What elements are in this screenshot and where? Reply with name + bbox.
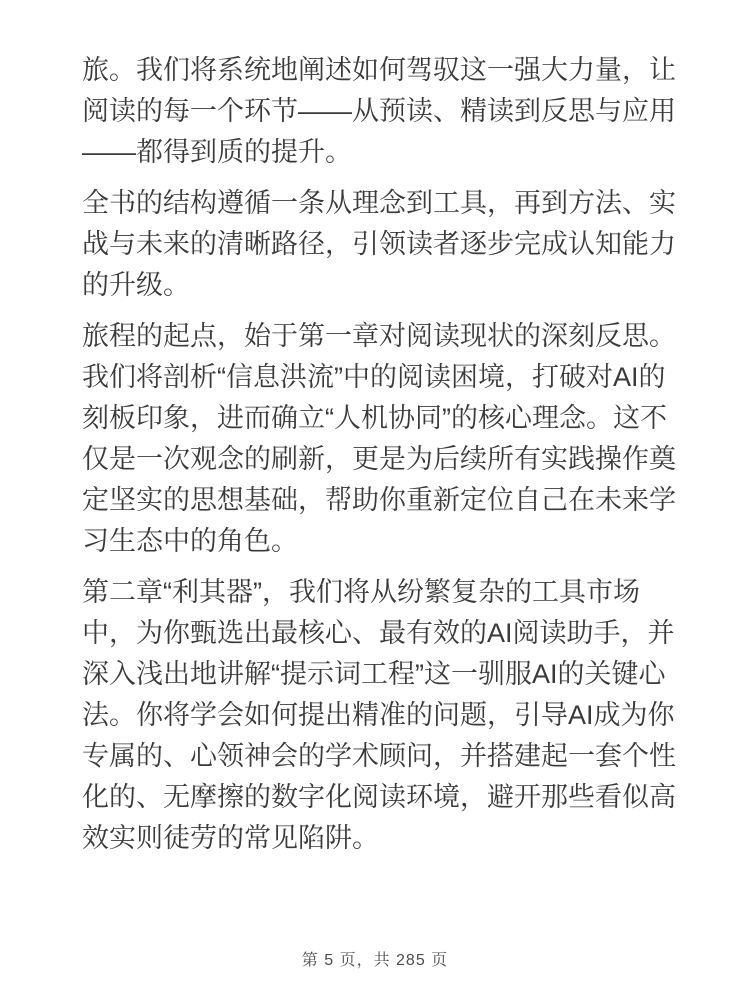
paragraph: 旅。我们将系统地阐述如何驾驭这一强大力量，让阅读的每一个环节——从预读、精读到反思与应用——都得到质的提升。 [82, 55, 676, 167]
page-content [82, 50, 682, 869]
paragraph: 旅程的起点，始于第一章对阅读现状的深刻反思。我们将剖析“信息洪流”中的阅读困境，打破对AI的刻板印象，进而确立“人机协同”的核心理念。这不仅是一次观念的刷新，更是为后续所有实践操作奠定坚实的思想基础，帮助你重新定位自己在未来学习生态中的角色。 [82, 321, 676, 556]
paragraph: 第二章“利其器”，我们将从纷繁复杂的工具市场中，为你甄选出最核心、最有效的AI阅读助手，并深入浅出地讲解“提示词工程”这一驯服AI的关键心法。你将学会如何提出精准的问题，引导AI成为你专属的、心领神会的学术顾问，并搭建起一套个性化的、无摩擦的数字化阅读环境，避开那些看似高效实则徒劳的常见陷阱。 [82, 577, 676, 853]
paragraph: 全书的结构遵循一条从理念到工具，再到方法、实战与未来的清晰路径，引领读者逐步完成认知能力的升级。 [82, 188, 676, 300]
page-number-label: 第 5 页，共 285 页 [301, 952, 449, 969]
page-footer [0, 947, 750, 970]
